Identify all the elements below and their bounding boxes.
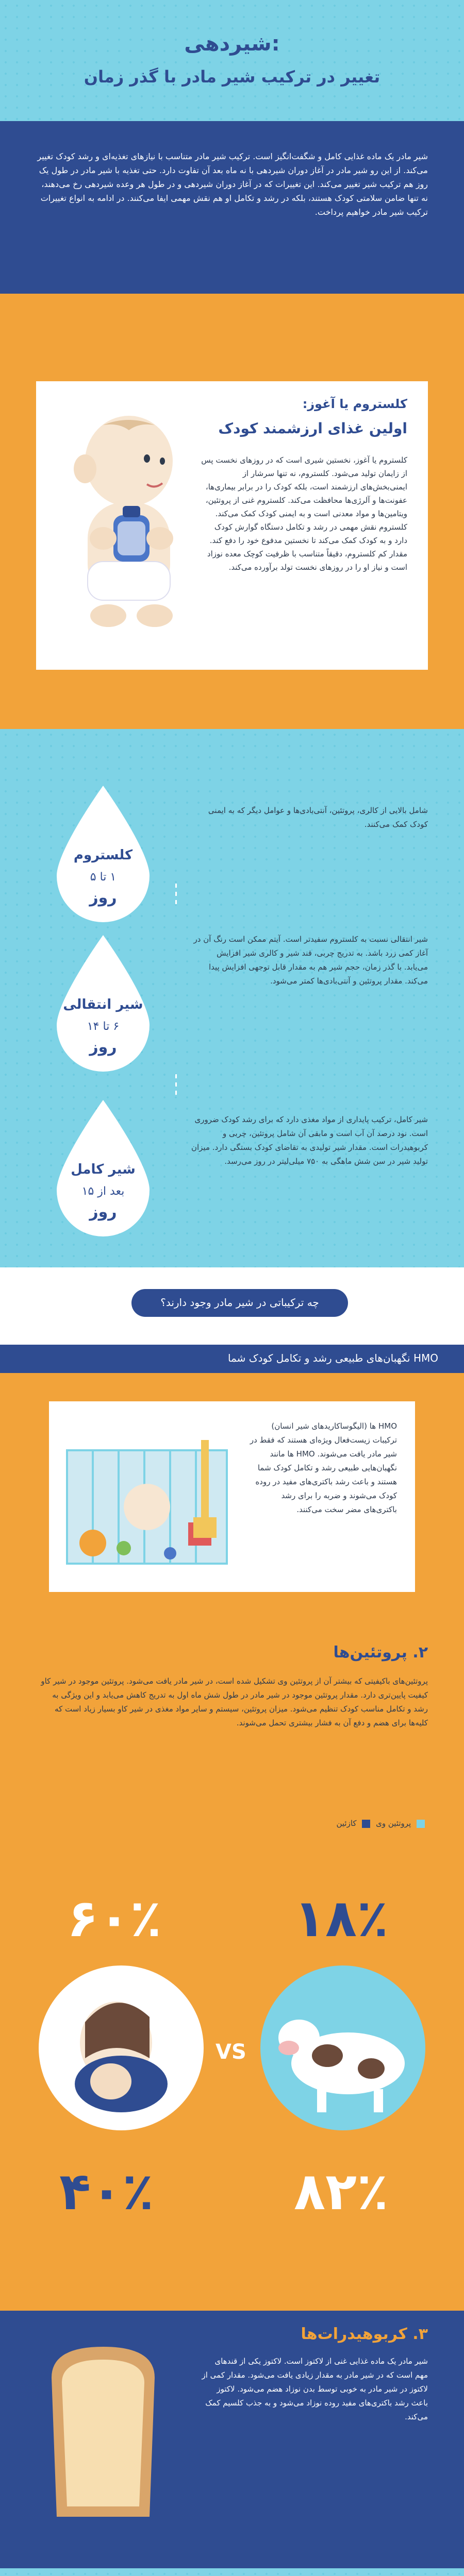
legend-label-casein: کازئین bbox=[336, 1819, 357, 1828]
header-section bbox=[0, 0, 464, 121]
toy-ball-icon bbox=[79, 1530, 106, 1556]
breast-whey-percent: ۶۰٪ bbox=[67, 1888, 162, 1948]
cow-whey-percent: ۱۸٪ bbox=[294, 1888, 389, 1948]
stage-name: کلستروم bbox=[73, 848, 133, 863]
page-subtitle: تغییر در ترکیب شیر مادر با گذر زمان bbox=[84, 67, 380, 87]
composition-banner-section bbox=[0, 1267, 464, 1345]
intro-section bbox=[0, 121, 464, 294]
hmo-text: HMO ها (الیگوساکاریدهای شیر انسان) ترکیبات زیست‌فعال ویژه‌ای هستند که فقط در شیر مادر یافت می‌شوند. HMO ها مانند نگهبان‌هایی طبیعی رشد و تکامل کودک شما هستند و باعث رشد باکتری‌های مفید در روده کودک می‌شوند و ضربه را برای رشد باکتری‌های مضر سخت می‌کنند. bbox=[250, 1421, 397, 1514]
legend-swatch-whey bbox=[417, 1820, 425, 1828]
stage-name: شیر کامل bbox=[71, 1162, 136, 1177]
baby-illustration bbox=[52, 412, 206, 634]
hmo-title: HMO نگهبان‌های طبیعی رشد و تکامل کودک شما bbox=[227, 1352, 438, 1364]
playpen-illustration bbox=[62, 1419, 232, 1574]
vs-label: VS bbox=[216, 2040, 246, 2064]
stage-text: شامل بالایی از کالری، پروتئین، آنتی‌بادی‌ها و عوامل دیگر که به ایمنی کودک کمک می‌کنند. bbox=[208, 806, 428, 829]
colostrum-subtitle: اولین غذای ارزشمند کودک bbox=[218, 420, 407, 437]
carbs-text: شیر مادر یک ماده غذایی غنی از لاکتوز است. لاکتوز یکی از قندهای مهم است که در شیر مادر به مقدار زیادی یافت می‌شود. مقدار کمی از لاکتوز در شیر مادر به خوبی توسط بدن نوزاد هضم می‌شود. لاکتوز باعث رشد باکتری‌های مفید روده نوزاد می‌شود و به جذب کلسیم کمک می‌کند. bbox=[202, 2357, 428, 2421]
stage-range: بعد از ۱۵ bbox=[81, 1185, 125, 1198]
cow-circle bbox=[260, 1965, 425, 2130]
bread-icon bbox=[36, 2342, 170, 2527]
composition-banner bbox=[131, 1289, 348, 1317]
proteins-text: پروتئین‌های باکیفیتی که بیشتر آن از پروتئین وی تشکیل شده است، در شیر مادر یافت می‌شود. پروتئین موجود در شیر کاو کیفیت پایین‌تری دارد. مقدار پروتئین موجود در شیر مادر در طول شش ماه اول به تدریج کاهش می‌یابد و این ویژگی به رشد و تکامل مناسب کودک تنظیم می‌شود. میزان پروتئین، سیستم و سایر مواد مغذی در شیر کاو بسیار زیاد است که کلیه‌ها برای هضم و دفع آن به فشار بیشتری تحمل می‌شوند. bbox=[41, 1676, 428, 1727]
baby-ear bbox=[74, 454, 96, 483]
baby-hand bbox=[90, 527, 117, 550]
stage-range: ۶ تا ۱۴ bbox=[87, 1020, 120, 1033]
stage-unit: روز bbox=[89, 1038, 117, 1056]
baby-head bbox=[124, 1484, 170, 1530]
stage-range: ۱ تا ۵ bbox=[90, 871, 117, 884]
cow-illustration bbox=[260, 1965, 425, 2130]
page-title: شیردهی: bbox=[184, 32, 280, 56]
baby-eye bbox=[160, 457, 165, 465]
stage-drop-mature bbox=[49, 1100, 157, 1239]
baby-foot bbox=[137, 604, 173, 627]
legend-swatch-casein bbox=[362, 1820, 370, 1828]
colostrum-card bbox=[36, 381, 428, 670]
legend-label-whey: پروتئین وی bbox=[376, 1819, 411, 1828]
stage-unit: روز bbox=[89, 1203, 117, 1221]
dash-divider bbox=[175, 1074, 177, 1095]
hmo-title-strip bbox=[0, 1345, 464, 1373]
colostrum-section bbox=[0, 294, 464, 729]
milk-stages-section bbox=[0, 729, 464, 1267]
stage-unit: روز bbox=[89, 889, 117, 907]
breast-casein-percent: ۴۰٪ bbox=[59, 2161, 154, 2222]
protein-legend bbox=[336, 1819, 428, 1828]
baby-hand bbox=[146, 527, 173, 550]
baby-foot bbox=[90, 604, 126, 627]
baby-eye bbox=[144, 454, 150, 463]
stage-name: شیر انتقالی bbox=[63, 997, 143, 1012]
dash-divider bbox=[175, 884, 177, 904]
baby-diaper bbox=[88, 562, 170, 600]
proteins-section bbox=[0, 1631, 464, 2311]
stage-drop-transitional bbox=[49, 935, 157, 1074]
hmo-section bbox=[0, 1345, 464, 1631]
mother-baby-illustration bbox=[39, 1965, 204, 2130]
stage-drop-colostrum bbox=[49, 786, 157, 925]
proteins-title: ۲. پروتئین‌ها bbox=[333, 1643, 428, 1662]
breastfeeding-circle bbox=[39, 1965, 204, 2130]
intro-text: شیر مادر یک ماده غذایی کامل و شگفت‌انگیز است. ترکیب شیر مادر متناسب با نیازهای تغذیه‌ای و رشد کودک تغییر می‌کند. از این رو شیر مادر در آغاز دوران شیردهی با نه ماه بعد آن تفاوت دارد. حتی تغذیه با شیر مادر در طول یک روز هم ترکیب شیر تغییر می‌کند. این تغییرات که در آغاز دوران شیردهی و در طول هر وعده شیردهی رخ می‌دهند، نه تنها ضامن سلامتی کودک هستند، بلکه در رشد و تکامل او هم نقش مهمی ایفا می‌کنند. در ادامه به انواع تغییرات ترکیب شیر مادر خواهیم پرداخت. bbox=[37, 151, 428, 217]
carbs-title: ۳. کربوهیدرات‌ها bbox=[301, 2325, 428, 2343]
fats-section bbox=[0, 2568, 464, 2576]
cow-casein-percent: ۸۲٪ bbox=[294, 2161, 389, 2222]
composition-banner-label: چه ترکیباتی در شیر مادر وجود دارند؟ bbox=[160, 1296, 319, 1309]
stage-text: شیر کامل، ترکیب پایداری از مواد مغذی دارد که برای رشد کودک ضروری است. نود درصد آن آب است و مابقی آن شامل پروتئین، چربی و کربوهیدرات است. مقدار شیر تولیدی به تقاضای کودک بستگی دارد. میزان تولید شیر در سن شش ماهگی به ۷۵۰ میلی‌لیتر در روز می‌رسد. bbox=[191, 1115, 428, 1166]
stage-text: شیر انتقالی نسبت به کلستروم سفیدتر است. آیتم ممکن است رنگ آن در آغاز کمی زرد باشد. به تدریج چربی، قند شیر و کالری شیر افزایش می‌یابد. با گذر زمان، حجم شیر هم به مقدار قابل توجهی افزایش پیدا می‌کند. مقدار پروتئین و آنتی‌بادی‌ها کمتر می‌شود. bbox=[193, 935, 428, 986]
colostrum-text: کلستروم یا آغوز، نخستین شیری است که در روزهای نخست پس از زایمان تولید می‌شود. کلستروم، نه تنها سرشار از ایمنی‌بخش‌های ارزشمند است، بلکه کودک را در برابر بیماری‌ها، عفونت‌ها و آلرژی‌ها محافظت می‌کند. کلستروم غنی از پروتئین، ویتامین‌ها و مواد معدنی است و به ایمنی کودک کمک می‌کند. کلستروم نقش مهمی در رشد و تکامل دستگاه گوارش کودک دارد و به کودک کمک می‌کند تا نخستین مدفوع خود را دفع کند. مقدار کم کلستروم، دقیقاً متناسب با ظرفیت کوچک معده نوزاد است و نیاز او را در روزهای نخست تولد برآورده می‌کند. bbox=[201, 455, 407, 572]
carbs-section bbox=[0, 2311, 464, 2568]
colostrum-title: کلستروم یا آغوز: bbox=[302, 397, 407, 411]
hmo-card bbox=[49, 1401, 415, 1592]
